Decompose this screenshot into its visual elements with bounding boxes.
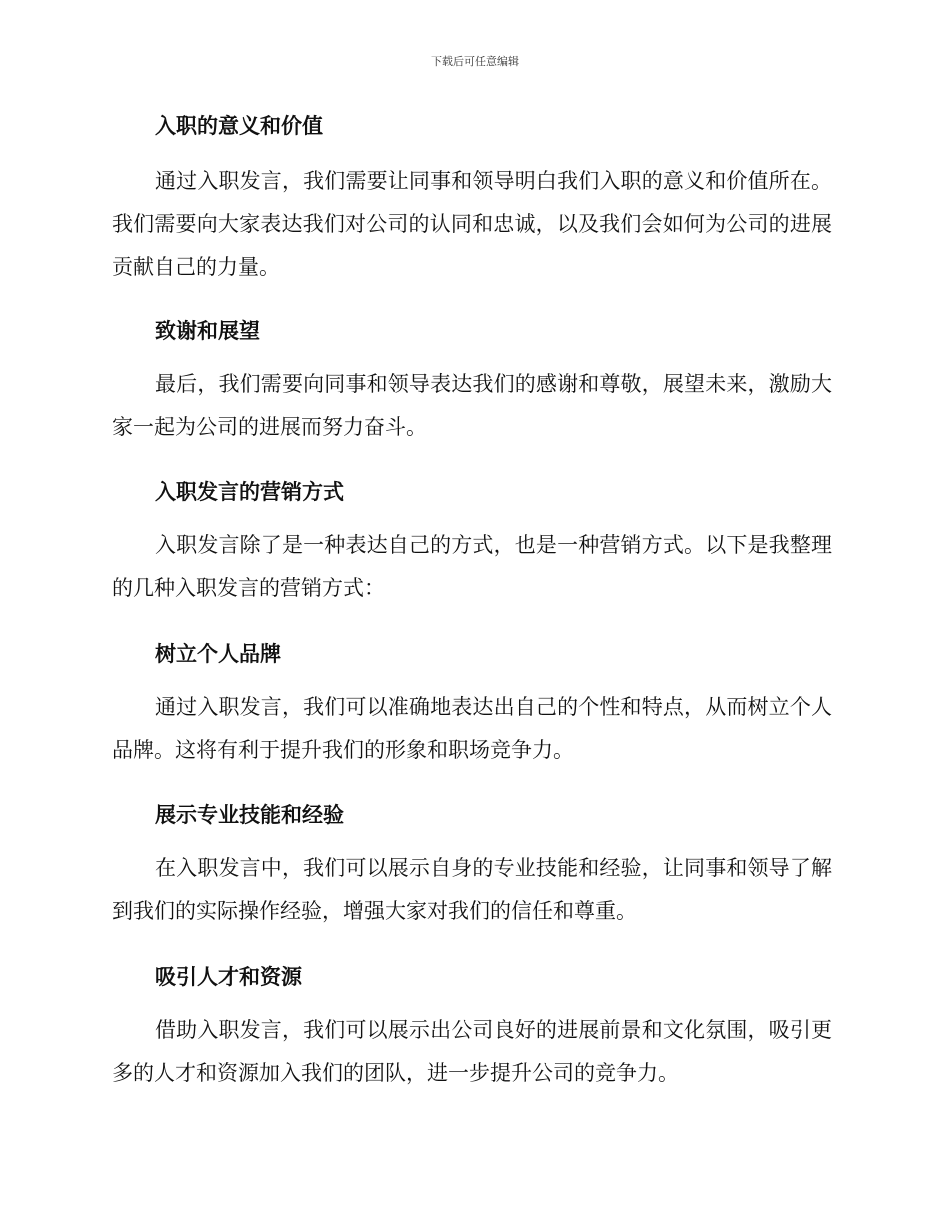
section-heading-thanks-outlook: 致谢和展望 [155,319,260,343]
section-heading-meaning-value: 入职的意义和价值 [155,114,323,138]
page-header-note: 下载后可任意编辑 [431,55,519,68]
section-paragraph-skills-experience: 在入职发言中，我们可以展示自身的专业技能和经验，让同事和领导了解到我们的实际操作经验，增强大家对我们的信任和尊重。 [112,856,832,923]
section-paragraph-meaning-value: 通过入职发言，我们需要让同事和领导明白我们入职的意义和价值所在。我们需要向大家表达我们对公司的认同和忠诚，以及我们会如何为公司的进展贡献自己的力量。 [112,169,832,279]
document-body [112,106,832,1095]
section-paragraph-talent-resources: 借助入职发言，我们可以展示出公司良好的进展前景和文化氛围，吸引更多的人才和资源加入我们的团队，进一步提升公司的竞争力。 [112,1018,832,1085]
section-heading-skills-experience: 展示专业技能和经验 [155,803,344,827]
section-paragraph-personal-brand: 通过入职发言，我们可以准确地表达出自己的个性和特点，从而树立个人品牌。这将有利于提升我们的形象和职场竞争力。 [112,695,832,762]
section-heading-talent-resources: 吸引人才和资源 [155,965,302,989]
section-paragraph-thanks-outlook: 最后，我们需要向同事和领导表达我们的感谢和尊敬，展望未来，激励大家一起为公司的进展而努力奋斗。 [112,372,832,439]
section-heading-marketing-methods: 入职发言的营销方式 [155,480,344,504]
section-heading-personal-brand: 树立个人品牌 [155,642,281,666]
section-paragraph-marketing-methods: 入职发言除了是一种表达自己的方式，也是一种营销方式。以下是我整理的几种入职发言的营销方式： [112,533,832,600]
